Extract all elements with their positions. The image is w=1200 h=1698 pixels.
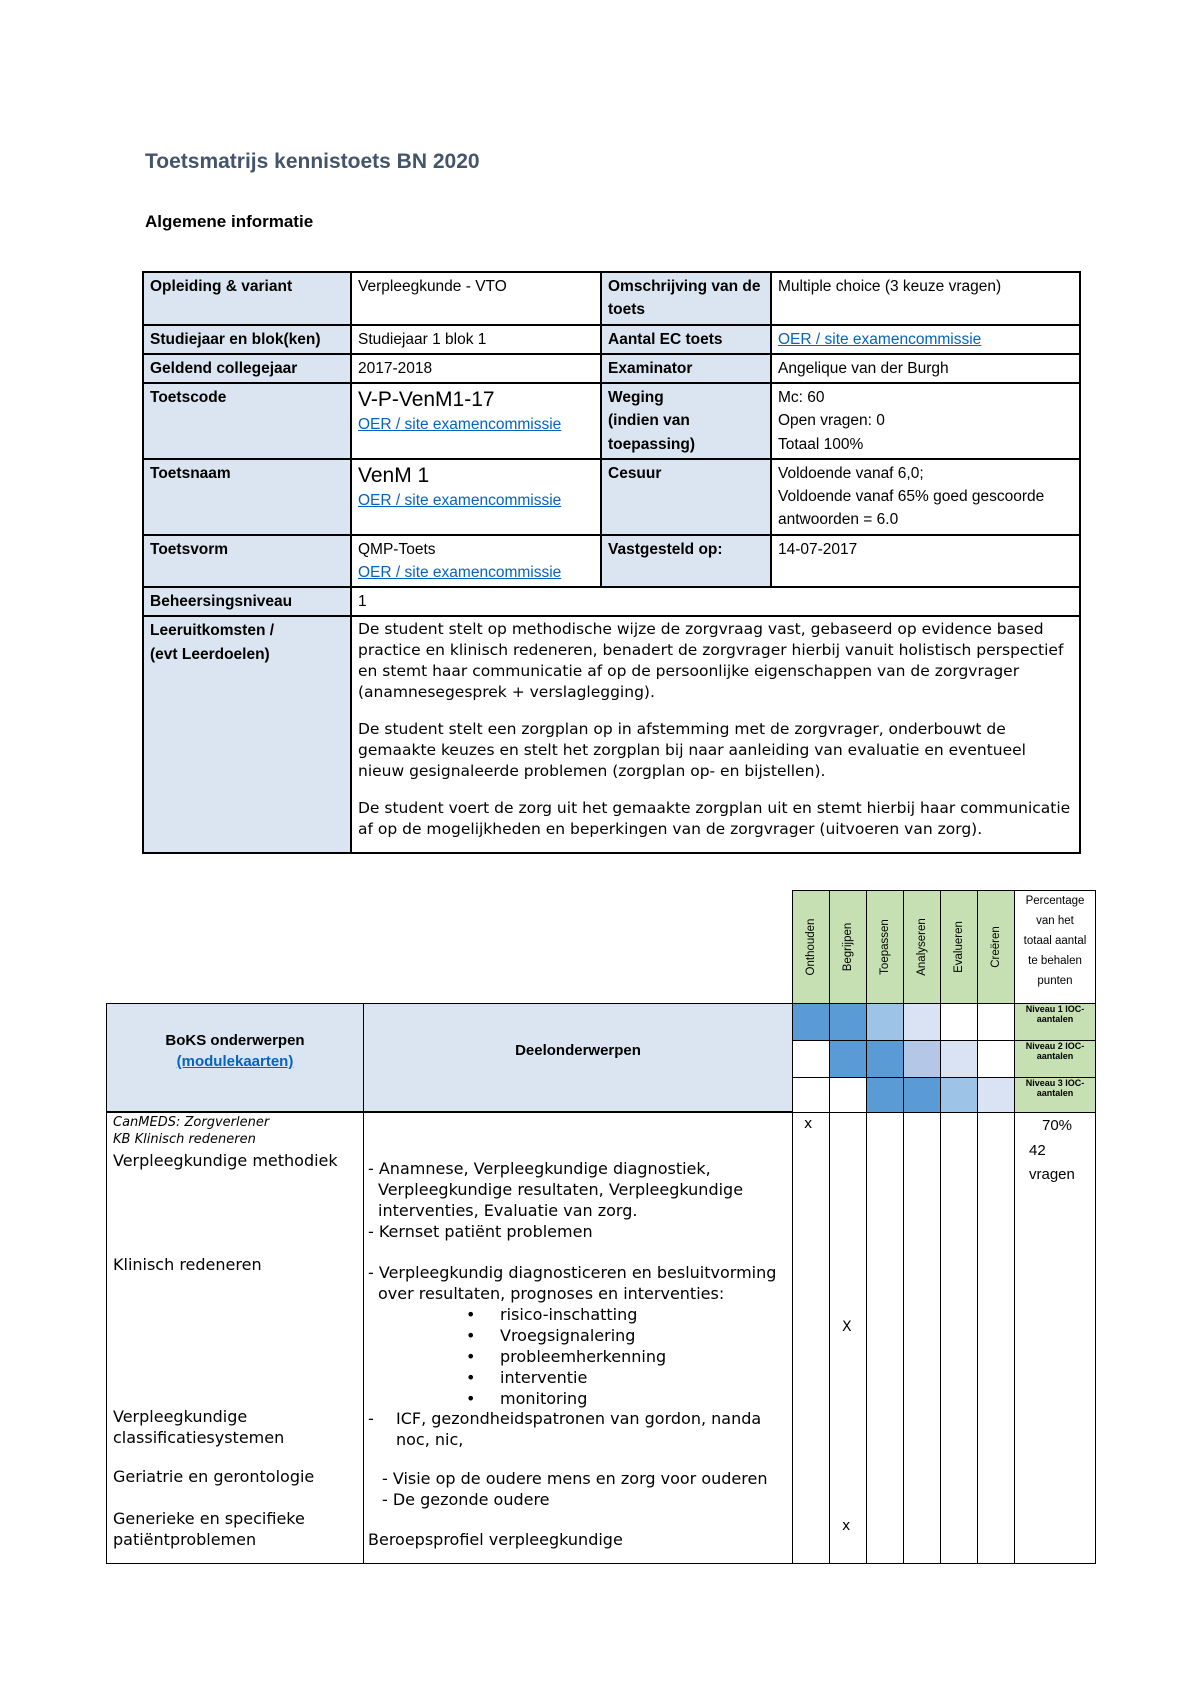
percentage-value: 70% [1042,1117,1073,1134]
ec-label: Aantal EC toets [601,325,771,354]
weging-label-2: (indien van [608,412,690,430]
ec-link[interactable]: OER / site examencommissie [778,330,982,348]
niveau1-onthouden [792,1003,830,1041]
toetsnaam-link[interactable]: OER / site examencommissie [358,492,562,510]
body-analyseren [903,1112,941,1564]
learning-outcome-1: De student stelt op methodische wijze de zorgvraag vast, gebaseerd op evidence based practice en klinisch redeneren, benadert de zorgvrager hierbij vanuit holistisch perspectief en stemt haar communicatie af op de persoonlijke eigenschappen van de zorgvrager (anamnesegesprek + verslaglegging). [358,620,1064,702]
subtopic-bullet-list [500,1304,780,1409]
page-title: Toetsmatrijs kennistoets BN 2020 [145,150,480,173]
collegejaar-label: Geldend collegejaar [143,354,351,383]
question-unit: vragen [1029,1166,1075,1183]
beheersing-label: Beheersingsniveau [143,587,351,616]
toetsvorm-value: QMP-Toets [358,540,436,558]
canmeds-line-2: KB Klinisch redeneren [113,1132,256,1147]
toetsvorm-link[interactable]: OER / site examencommissie [358,563,562,581]
toetscode-link[interactable]: OER / site examencommissie [358,416,562,434]
mark-begrijpen-1: X [842,1319,852,1335]
niveau3-analyseren [903,1077,941,1113]
niveau3-evalueren [940,1077,978,1113]
bullet-item: • Vroegsignalering [500,1325,780,1346]
level-header-analyseren: Analyseren [903,890,941,1004]
learning-outcome-2: De student stelt een zorgplan op in afstemming met de zorgvrager, onderbouwt de gemaakte keuzes en stelt het zorgplan bij naar aanleiding van evaluatie en eventueel nieuw gesignaleerde problemen (zorgplan op- en bijstellen). [358,719,1026,780]
boks-topics-cell [106,1112,364,1564]
omschrijving-label: Omschrijving van de toets [601,272,771,325]
body-toepassen [866,1112,904,1564]
body-onthouden [792,1112,830,1564]
subtopic-icf: ICF, gezondheidspatronen van gordon, nanda noc, nic, [396,1409,762,1449]
level-header-begrijpen: Begrijpen [829,890,867,1004]
leeruitkomsten-label-2: (evt Leerdoelen) [150,645,270,663]
weging-value-2: Open vragen: 0 [778,412,885,430]
vastgesteld-label: Vastgesteld op: [601,535,771,588]
level-header-creeren: Creëren [977,890,1015,1004]
section-title: Algemene informatie [145,212,314,231]
bullet-item: • risico-inschatting [500,1304,780,1325]
toetsmatrix [106,890,1096,1564]
level-header-evalueren: Evalueren [940,890,978,1004]
niveau1-toepassen [866,1003,904,1041]
weging-label-1: Weging [608,389,664,406]
subtopic-beroepsprofiel: Beroepsprofiel verpleegkundige [368,1530,623,1549]
niveau-3-label: Niveau 3 IOC-aantalen [1014,1077,1096,1113]
niveau2-creeren [977,1040,1015,1078]
percentage-header: Percentage van het totaal aantal te behalen punten [1014,890,1096,1004]
body-evalueren [940,1112,978,1564]
toetsnaam-value: VenM 1 [358,463,430,487]
topic-klinisch-redeneren: Klinisch redeneren [113,1255,262,1274]
opleiding-label: Opleiding & variant [143,272,351,325]
mark-onthouden: x [804,1116,813,1132]
niveau3-begrijpen [829,1077,867,1113]
bullet-item: • interventie [500,1367,780,1388]
level-header-toepassen: Toepassen [866,890,904,1004]
subtopic-diagnosticeren: - Verpleegkundig diagnosticeren en besluitvorming over resultaten, prognoses en interventies: [368,1263,777,1303]
studiejaar-value: Studiejaar 1 blok 1 [351,325,601,354]
subtopic-kernset: - Kernset patiënt problemen [368,1222,593,1241]
niveau1-evalueren [940,1003,978,1041]
niveau-1-label: Niveau 1 IOC-aantalen [1014,1003,1096,1041]
niveau2-evalueren [940,1040,978,1078]
examinator-value: Angelique van der Burgh [771,354,1080,383]
toetscode-label: Toetscode [143,383,351,459]
niveau1-analyseren [903,1003,941,1041]
subtopic-icf-dash: - [368,1409,374,1428]
niveau3-onthouden [792,1077,830,1113]
mark-begrijpen-2: x [842,1518,851,1534]
opleiding-value: Verpleegkunde - VTO [351,272,601,325]
weging-value-1: Mc: 60 [778,389,825,406]
learning-outcome-3: De student voert de zorg uit het gemaakte zorgplan uit en stemt hierbij haar communicatie af op de mogelijkheden en beperkingen van de zorgvrager (uitvoeren van zorg). [358,798,1071,838]
niveau1-creeren [977,1003,1015,1041]
collegejaar-value: 2017-2018 [351,354,601,383]
general-info-table [142,271,1081,854]
canmeds-line-1: CanMEDS: Zorgverlener [113,1115,270,1130]
cesuur-value-2: Voldoende vanaf 65% goed gescoorde antwoorden = 6.0 [778,488,1045,529]
body-begrijpen [829,1112,867,1564]
niveau3-creeren [977,1077,1015,1113]
topic-patientproblemen: Generieke en specifieke patiëntproblemen [113,1509,305,1549]
boks-header: BoKS onderwerpen [165,1032,305,1049]
niveau-2-label: Niveau 2 IOC-aantalen [1014,1040,1096,1078]
niveau2-onthouden [792,1040,830,1078]
boks-header-cell [106,1003,364,1112]
niveau2-begrijpen [829,1040,867,1078]
bullet-item: • monitoring [500,1388,780,1409]
topic-geriatrie: Geriatrie en gerontologie [113,1467,315,1486]
deelonderwerpen-header: Deelonderwerpen [363,1003,793,1112]
subtopic-visie-oudere: - Visie op de oudere mens en zorg voor ouderen [382,1469,768,1488]
leeruitkomsten-label-1: Leeruitkomsten / [150,622,275,640]
vastgesteld-value: 14-07-2017 [771,535,1080,588]
weging-label-3: toepassing) [608,435,695,453]
level-header-onthouden: Onthouden [792,890,830,1004]
body-creeren [977,1112,1015,1564]
topic-verpleegkundige-methodiek: Verpleegkundige methodiek [113,1151,338,1170]
topic-classificatiesystemen: Verpleegkundige classificatiesystemen [113,1407,285,1447]
weging-value-3: Totaal 100% [778,435,864,453]
toetsnaam-label: Toetsnaam [143,459,351,535]
subtopic-anamnese: - Anamnese, Verpleegkundige diagnostiek, Verpleegkundige resultaten, Verpleegkundige interventies, Evaluatie van zorg. [368,1159,744,1220]
toetscode-value: V-P-VenM1-17 [358,388,495,411]
beheersing-value: 1 [351,587,1080,616]
niveau1-begrijpen [829,1003,867,1041]
niveau2-toepassen [866,1040,904,1078]
niveau2-analyseren [903,1040,941,1078]
studiejaar-label: Studiejaar en blok(ken) [143,325,351,354]
question-count: 42 [1029,1142,1046,1159]
toetsvorm-label: Toetsvorm [143,535,351,588]
omschrijving-value: Multiple choice (3 keuze vragen) [771,272,1080,325]
niveau3-toepassen [866,1077,904,1113]
bullet-item: • probleemherkenning [500,1346,780,1367]
learning-outcomes [351,616,1080,852]
examinator-label: Examinator [601,354,771,383]
modulekaarten-link[interactable]: (modulekaarten) [176,1053,294,1070]
cesuur-value-1: Voldoende vanaf 6,0; [778,464,924,482]
subtopic-gezonde-oudere: - De gezonde oudere [382,1490,550,1509]
cesuur-label: Cesuur [601,459,771,535]
